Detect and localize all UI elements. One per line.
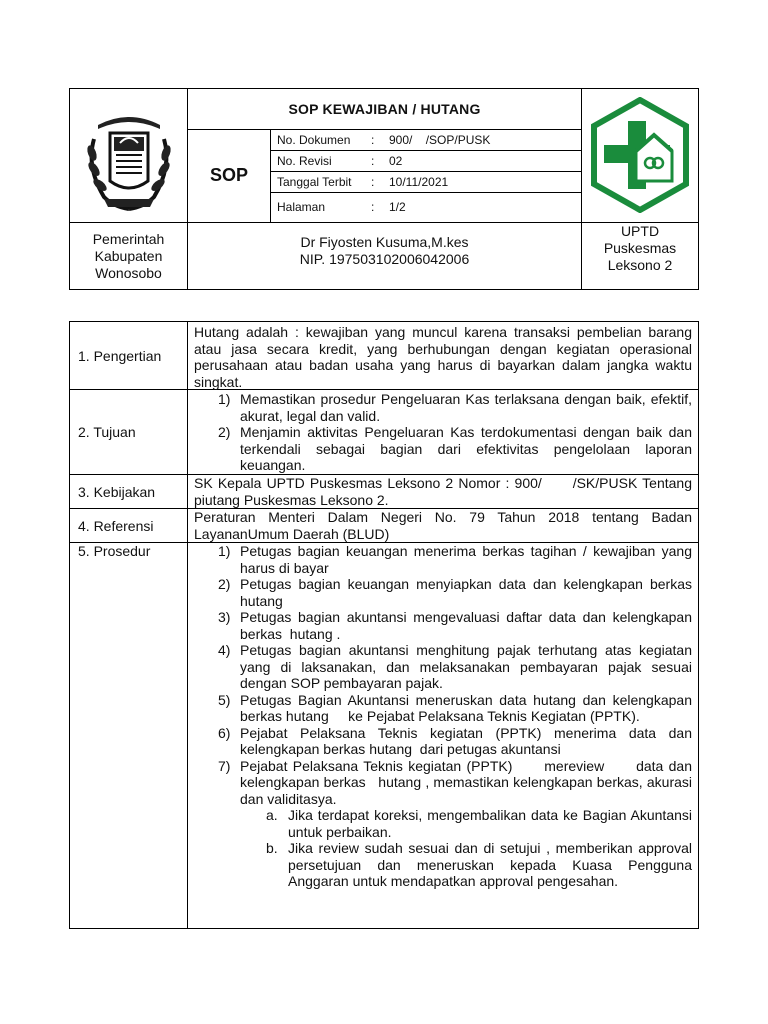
referensi-text: Peraturan Menteri Dalam Negeri No. 79 Tahun 2018 tentang Badan LayananUmum Daerah (BLUD)	[194, 509, 692, 542]
section-label-referensi: 4. Referensi	[78, 518, 154, 534]
puskesmas-logo-icon	[588, 97, 692, 213]
list-text: Petugas bagian keuangan menerima berkas tagihan / kewajiban yang harus di bayar	[240, 543, 692, 576]
list-text: Petugas bagian akuntansi mengevaluasi daftar data dan kelengkapan berkas hutang .	[240, 609, 696, 642]
sub-list-item	[194, 840, 692, 890]
meta-value: 10/11/2021	[389, 175, 449, 189]
meta-value: 02	[389, 154, 403, 168]
signer-name: Dr Fiyosten Kusuma,M.kes	[300, 234, 469, 250]
list-item	[194, 609, 696, 642]
list-text: Memastikan prosedur Pengeluaran Kas terlaksana dengan baik, efektif, akurat, legal dan valid.	[240, 391, 692, 424]
list-number: 1)	[218, 543, 231, 559]
list-item	[194, 391, 692, 424]
prosedur-list	[194, 543, 696, 890]
section-label-tujuan: 2. Tujuan	[78, 424, 136, 440]
meta-row-revisi	[271, 151, 581, 171]
sop-content-table	[69, 321, 699, 929]
tujuan-list	[194, 391, 692, 474]
list-number: 5)	[218, 691, 231, 708]
meta-key: No. Revisi	[277, 154, 332, 168]
meta-row-dokumen	[271, 130, 581, 150]
kabupaten-emblem-icon	[80, 103, 178, 215]
list-item	[194, 543, 692, 576]
list-item	[194, 576, 692, 609]
meta-colon: :	[371, 175, 375, 189]
list-text: Petugas bagian akuntansi menghitung pajak terhutang atas kegiatan yang di laksanakan, dan melaksanakan pembayaran pajak sesuai dengan SOP pembayaran pajak.	[240, 642, 692, 691]
meta-value: 1/2	[389, 200, 406, 214]
org-line: Leksono 2	[607, 257, 673, 273]
list-number: 7)	[218, 757, 231, 774]
list-number: 1)	[218, 391, 231, 407]
sop-label: SOP	[209, 165, 248, 185]
meta-key: Halaman	[277, 200, 326, 214]
org-line: Puskesmas	[603, 240, 677, 256]
list-letter: a.	[266, 807, 278, 823]
section-label-pengertian: 1. Pengertian	[78, 348, 162, 364]
list-letter: b.	[266, 840, 278, 856]
sub-list-item	[194, 807, 692, 840]
list-text: Jika review sudah sesuai dan di setujui , memberikan approval persetujuan dan meneruskan kepada Kuasa Pengguna Anggaran untuk mendapatkan approval pengesahan.	[288, 840, 692, 889]
signer-cell	[188, 222, 581, 290]
list-number: 4)	[218, 642, 231, 658]
list-text: Jika terdapat koreksi, mengembalikan data ke Bagian Akuntansi untuk perbaikan.	[288, 807, 692, 840]
org-line: UPTD	[620, 223, 660, 239]
list-item	[194, 757, 696, 808]
pengertian-text: Hutang adalah : kewajiban yang muncul karena transaksi pembelian barang atau jasa secara kredit, yang berhubungan dengan kegiatan operasional perusahaan atau badan usaha yang harus di bayarkan dalam jangka waktu singkat.	[194, 324, 692, 390]
list-text: Pejabat Pelaksana Teknis kegiatan (PPTK) menerima data dan kelengkapan berkas hutang dari petugas akuntansi	[240, 724, 696, 757]
meta-row-halaman	[271, 193, 581, 221]
list-item	[194, 424, 692, 474]
section-label-kebijakan: 3. Kebijakan	[78, 484, 156, 500]
meta-key: Tanggal Terbit	[277, 175, 352, 189]
kebijakan-text: SK Kepala UPTD Puskesmas Leksono 2 Nomor : 900/ /SK/PUSK Tentang piutang Puskesmas Leksono 2.	[194, 475, 696, 508]
section-label-prosedur: 5. Prosedur	[78, 543, 151, 559]
list-item	[194, 724, 696, 758]
list-item	[194, 642, 692, 692]
org-line: Wonosobo	[95, 264, 162, 281]
meta-colon: :	[371, 200, 375, 214]
uptd-cell	[582, 223, 698, 291]
list-number: 2)	[218, 576, 231, 592]
meta-key: No. Dokumen	[277, 133, 351, 147]
org-line: Kabupaten	[94, 247, 163, 264]
org-line: Pemerintah	[92, 230, 165, 247]
list-number: 2)	[218, 424, 231, 440]
list-text: Petugas Bagian Akuntansi meneruskan data hutang dan kelengkapan berkas hutang ke Pejabat Pelaksana Teknis Kegiatan (PPTK).	[240, 691, 696, 724]
meta-colon: :	[371, 133, 375, 147]
list-item	[194, 691, 696, 725]
pemerintah-cell	[70, 222, 187, 290]
document-title: SOP KEWAJIBAN / HUTANG	[288, 101, 481, 117]
list-number: 6)	[218, 724, 231, 741]
list-text: Petugas bagian keuangan menyiapkan data dan kelengkapan berkas hutang	[240, 576, 692, 609]
list-text: Menjamin aktivitas Pengeluaran Kas terdokumentasi dengan baik dan terkendali sebagai bagian dari efektivitas pengelolaan laporan keuangan.	[240, 424, 692, 473]
meta-row-tanggal	[271, 172, 581, 192]
meta-value: 900/ /SOP/PUSK	[389, 133, 491, 147]
sop-header-table	[69, 88, 699, 290]
meta-colon: :	[371, 154, 375, 168]
list-text: Pejabat Pelaksana Teknis kegiatan (PPTK) mereview data dan kelengkapan berkas hutang , memastikan kelengkapan berkas, akurasi dan validitasya.	[240, 757, 696, 807]
list-number: 3)	[218, 609, 231, 625]
signer-nip: NIP. 197503102006042006	[299, 251, 470, 267]
